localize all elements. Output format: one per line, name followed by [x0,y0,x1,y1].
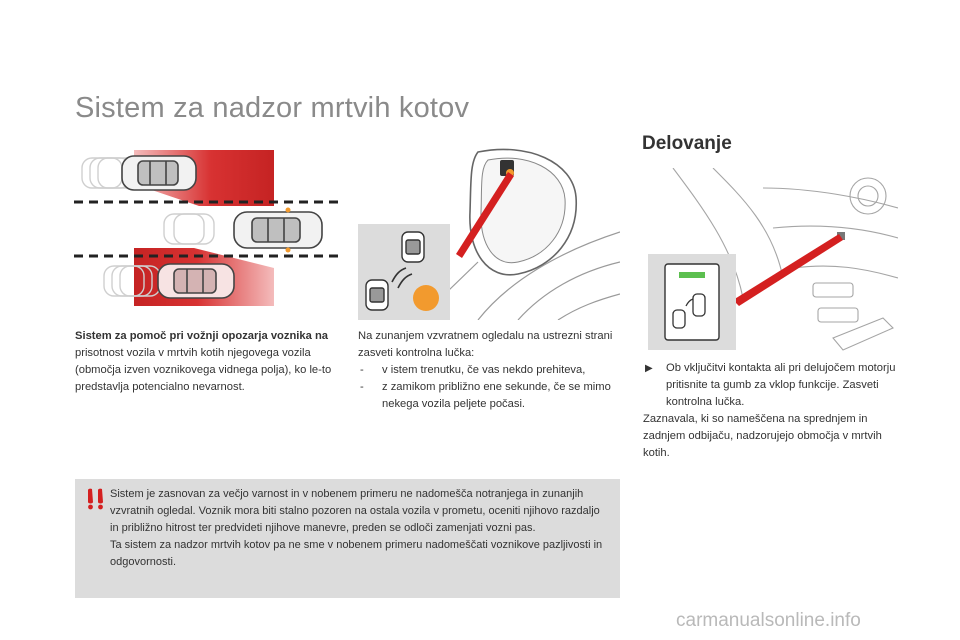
sensor-rear [286,248,291,253]
watermark: carmanualsonline.info [676,610,861,631]
operation-step: ▶ Ob vključitvi kontakta ali pri delujočem motorju pritisnite ta gumb za vklop funkcije. Zasveti kontrolna lučka. [645,362,896,408]
body-text: prisotnost vozila v mrtvih kotih njegovega vozila (območja izven voznikovega vidnega polja), ko le-to predstavlja potencialno nevarnost. [75,347,332,393]
column-operation [643,360,908,462]
mirror-indicator-illustration [358,142,620,320]
page-title: Sistem za nadzor mrtvih kotov [75,92,470,124]
lead-text: Sistem za pomoč pri vožnji opozarja voznika na [75,330,329,342]
condition-list [358,362,620,413]
car-lower [158,264,234,298]
blind-spot-zones-illustration [74,148,338,308]
inset-orange-lamp [413,285,439,311]
warning-text: Sistem je zasnovan za večjo varnost in v nobenem primeru ne nadomešča notranjega in zunanjih vzvratnih ogledal. Voznik mora biti stalno pozoren na ostala vozila v prometu, oceniti njihovo razdaljo in približno hitrost ter predvideti njihove manevre, preden se odloči zamenjati vozni pas. Ta sistem za nadzor mrtvih kotov pa ne sme v nobenem primeru nadomeščati voznikove pazljivosti in odgovornosti. [110,488,603,568]
car-upper [122,156,196,190]
warning-box [75,479,620,598]
intro-text: Na zunanjem vzvratnem ogledalu na ustrezni strani zasveti kontrolna lučka: [358,330,613,359]
sensor-front [286,208,291,213]
list-item: - v istem trenutku, če vas nekdo prehiteva, [360,364,586,376]
car-own [234,212,322,248]
section-title-delovanje: Delovanje [642,133,732,154]
column-description [75,328,337,396]
switch-indicator-green [679,272,705,278]
pointer-switch [733,234,843,306]
column-indicator [358,328,620,413]
exclamation-warning-icon [85,488,107,510]
sensor-text: Zaznavala, ki so nameščena na sprednjem in zadnjem odbijaču, nadzorujejo območja v mrtvih kotih. [643,413,882,459]
dashboard-switch-illustration [643,168,898,354]
triangle-right-icon: ▶ [645,363,653,374]
list-item: - z zamikom približno ene sekunde, če se mimo nekega vozila peljete počasi. [360,381,611,410]
inset-car-ahead [402,232,424,262]
inset-car-side [366,280,388,310]
